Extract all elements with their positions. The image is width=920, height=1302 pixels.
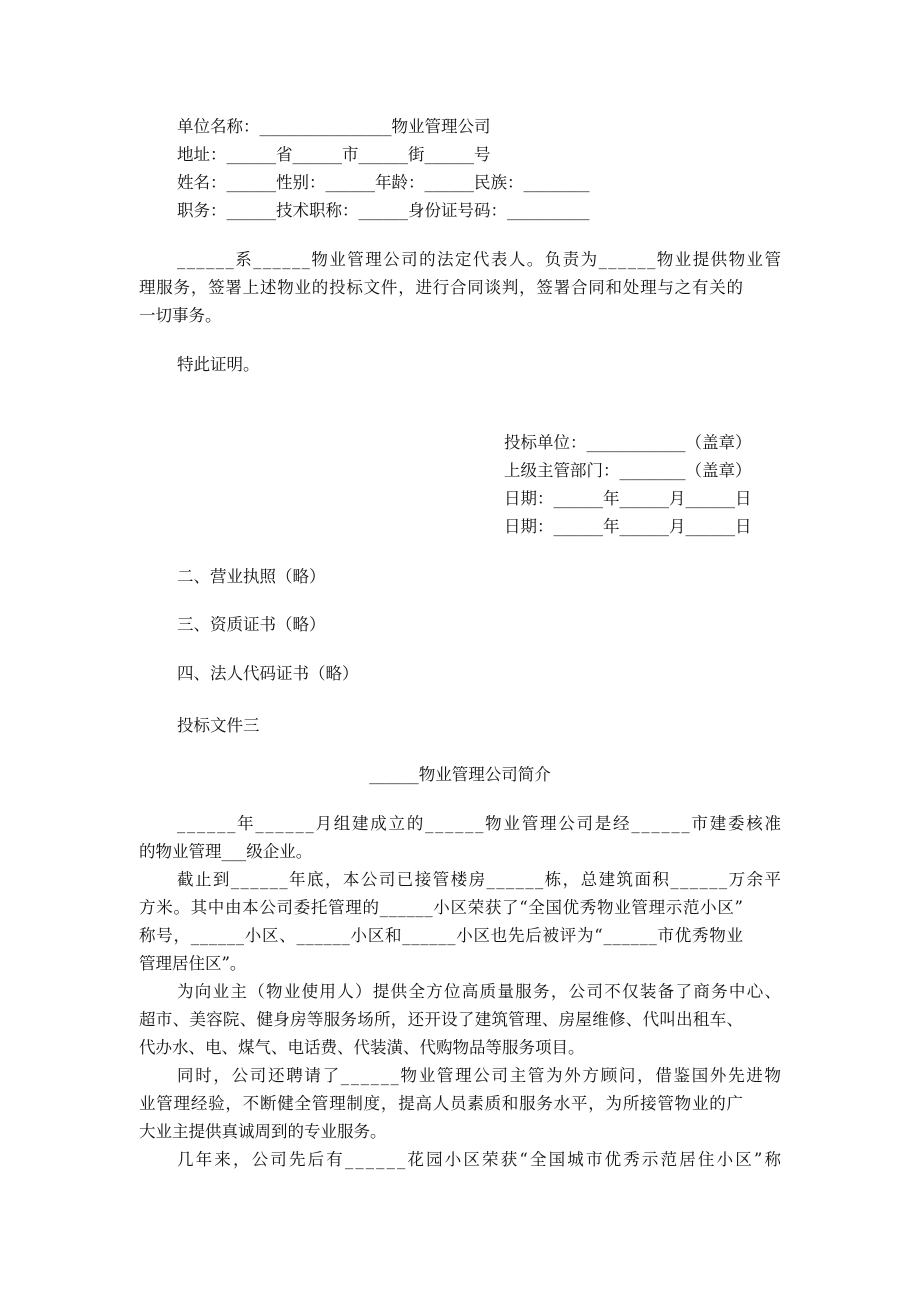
authorization-line: 一切事务。 xyxy=(139,306,222,325)
signature-date: 日期：______年______月______日 xyxy=(504,517,752,536)
closing-statement: 特此证明。 xyxy=(177,355,260,374)
intro-line: 的物业管理___级企业。 xyxy=(139,842,313,861)
intro-title: ______物业管理公司简介 xyxy=(369,765,551,784)
intro-line: 大业主提供真诚周到的专业服务。 xyxy=(139,1122,387,1141)
intro-line: 同时，公司还聘请了______物业管理公司主管为外方顾问，借鉴国外先进物 xyxy=(177,1066,783,1085)
attachment-qualification-certificate: 三、资质证书（略） xyxy=(177,615,326,634)
attachment-business-license: 二、营业执照（略） xyxy=(177,567,326,586)
intro-line: ______年______月组建成立的______物业管理公司是经______市建委核准 xyxy=(177,814,783,833)
section-label: 投标文件三 xyxy=(177,716,260,735)
attachment-legal-code-certificate: 四、法人代码证书（略） xyxy=(177,664,359,683)
intro-line: 超市、美容院、健身房等服务场所，还开设了建筑管理、房屋维修、代叫出租车、 xyxy=(139,1010,744,1029)
authorization-line: 理服务，签署上述物业的投标文件，进行合同谈判，签署合同和处理与之有关的 xyxy=(139,278,744,297)
intro-line: 方米。其中由本公司委托管理的______小区荣获了“全国优秀物业管理示范小区” xyxy=(139,898,744,917)
authorization-line: ______系______物业管理公司的法定代表人。负责为______物业提供物业管 xyxy=(177,250,783,269)
field-company-name: 单位名称：________________物业管理公司 xyxy=(177,117,491,136)
intro-line: 几年来，公司先后有______花园小区荣获“全国城市优秀示范居住小区”称 xyxy=(177,1150,784,1169)
intro-line: 管理居住区”。 xyxy=(139,954,247,973)
intro-line: 代办水、电、煤气、电话费、代装潢、代购物品等服务项目。 xyxy=(139,1038,585,1057)
intro-line: 业管理经验，不断健全管理制度，提高人员素质和服务水平，为所接管物业的广 xyxy=(139,1094,744,1113)
signature-bidder: 投标单位：____________（盖章） xyxy=(504,433,752,452)
signature-supervisor: 上级主管部门：________（盖章） xyxy=(504,461,752,480)
intro-line: 称号，______小区、______小区和______小区也先后被评为“______市优秀物业 xyxy=(139,926,744,945)
intro-line: 为向业主（物业使用人）提供全方位高质量服务，公司不仅装备了商务中心、 xyxy=(177,982,783,1001)
intro-line: 截止到______年底，本公司已接管楼房______栋，总建筑面积______万余平 xyxy=(177,870,783,889)
field-position-title-id: 职务：______技术职称：______身份证号码：__________ xyxy=(177,201,590,220)
signature-date: 日期：______年______月______日 xyxy=(504,489,752,508)
field-address: 地址：______省______市______街______号 xyxy=(177,145,491,164)
field-name-gender-age-ethnicity: 姓名：______性别：______年龄：______民族：________ xyxy=(177,173,590,192)
